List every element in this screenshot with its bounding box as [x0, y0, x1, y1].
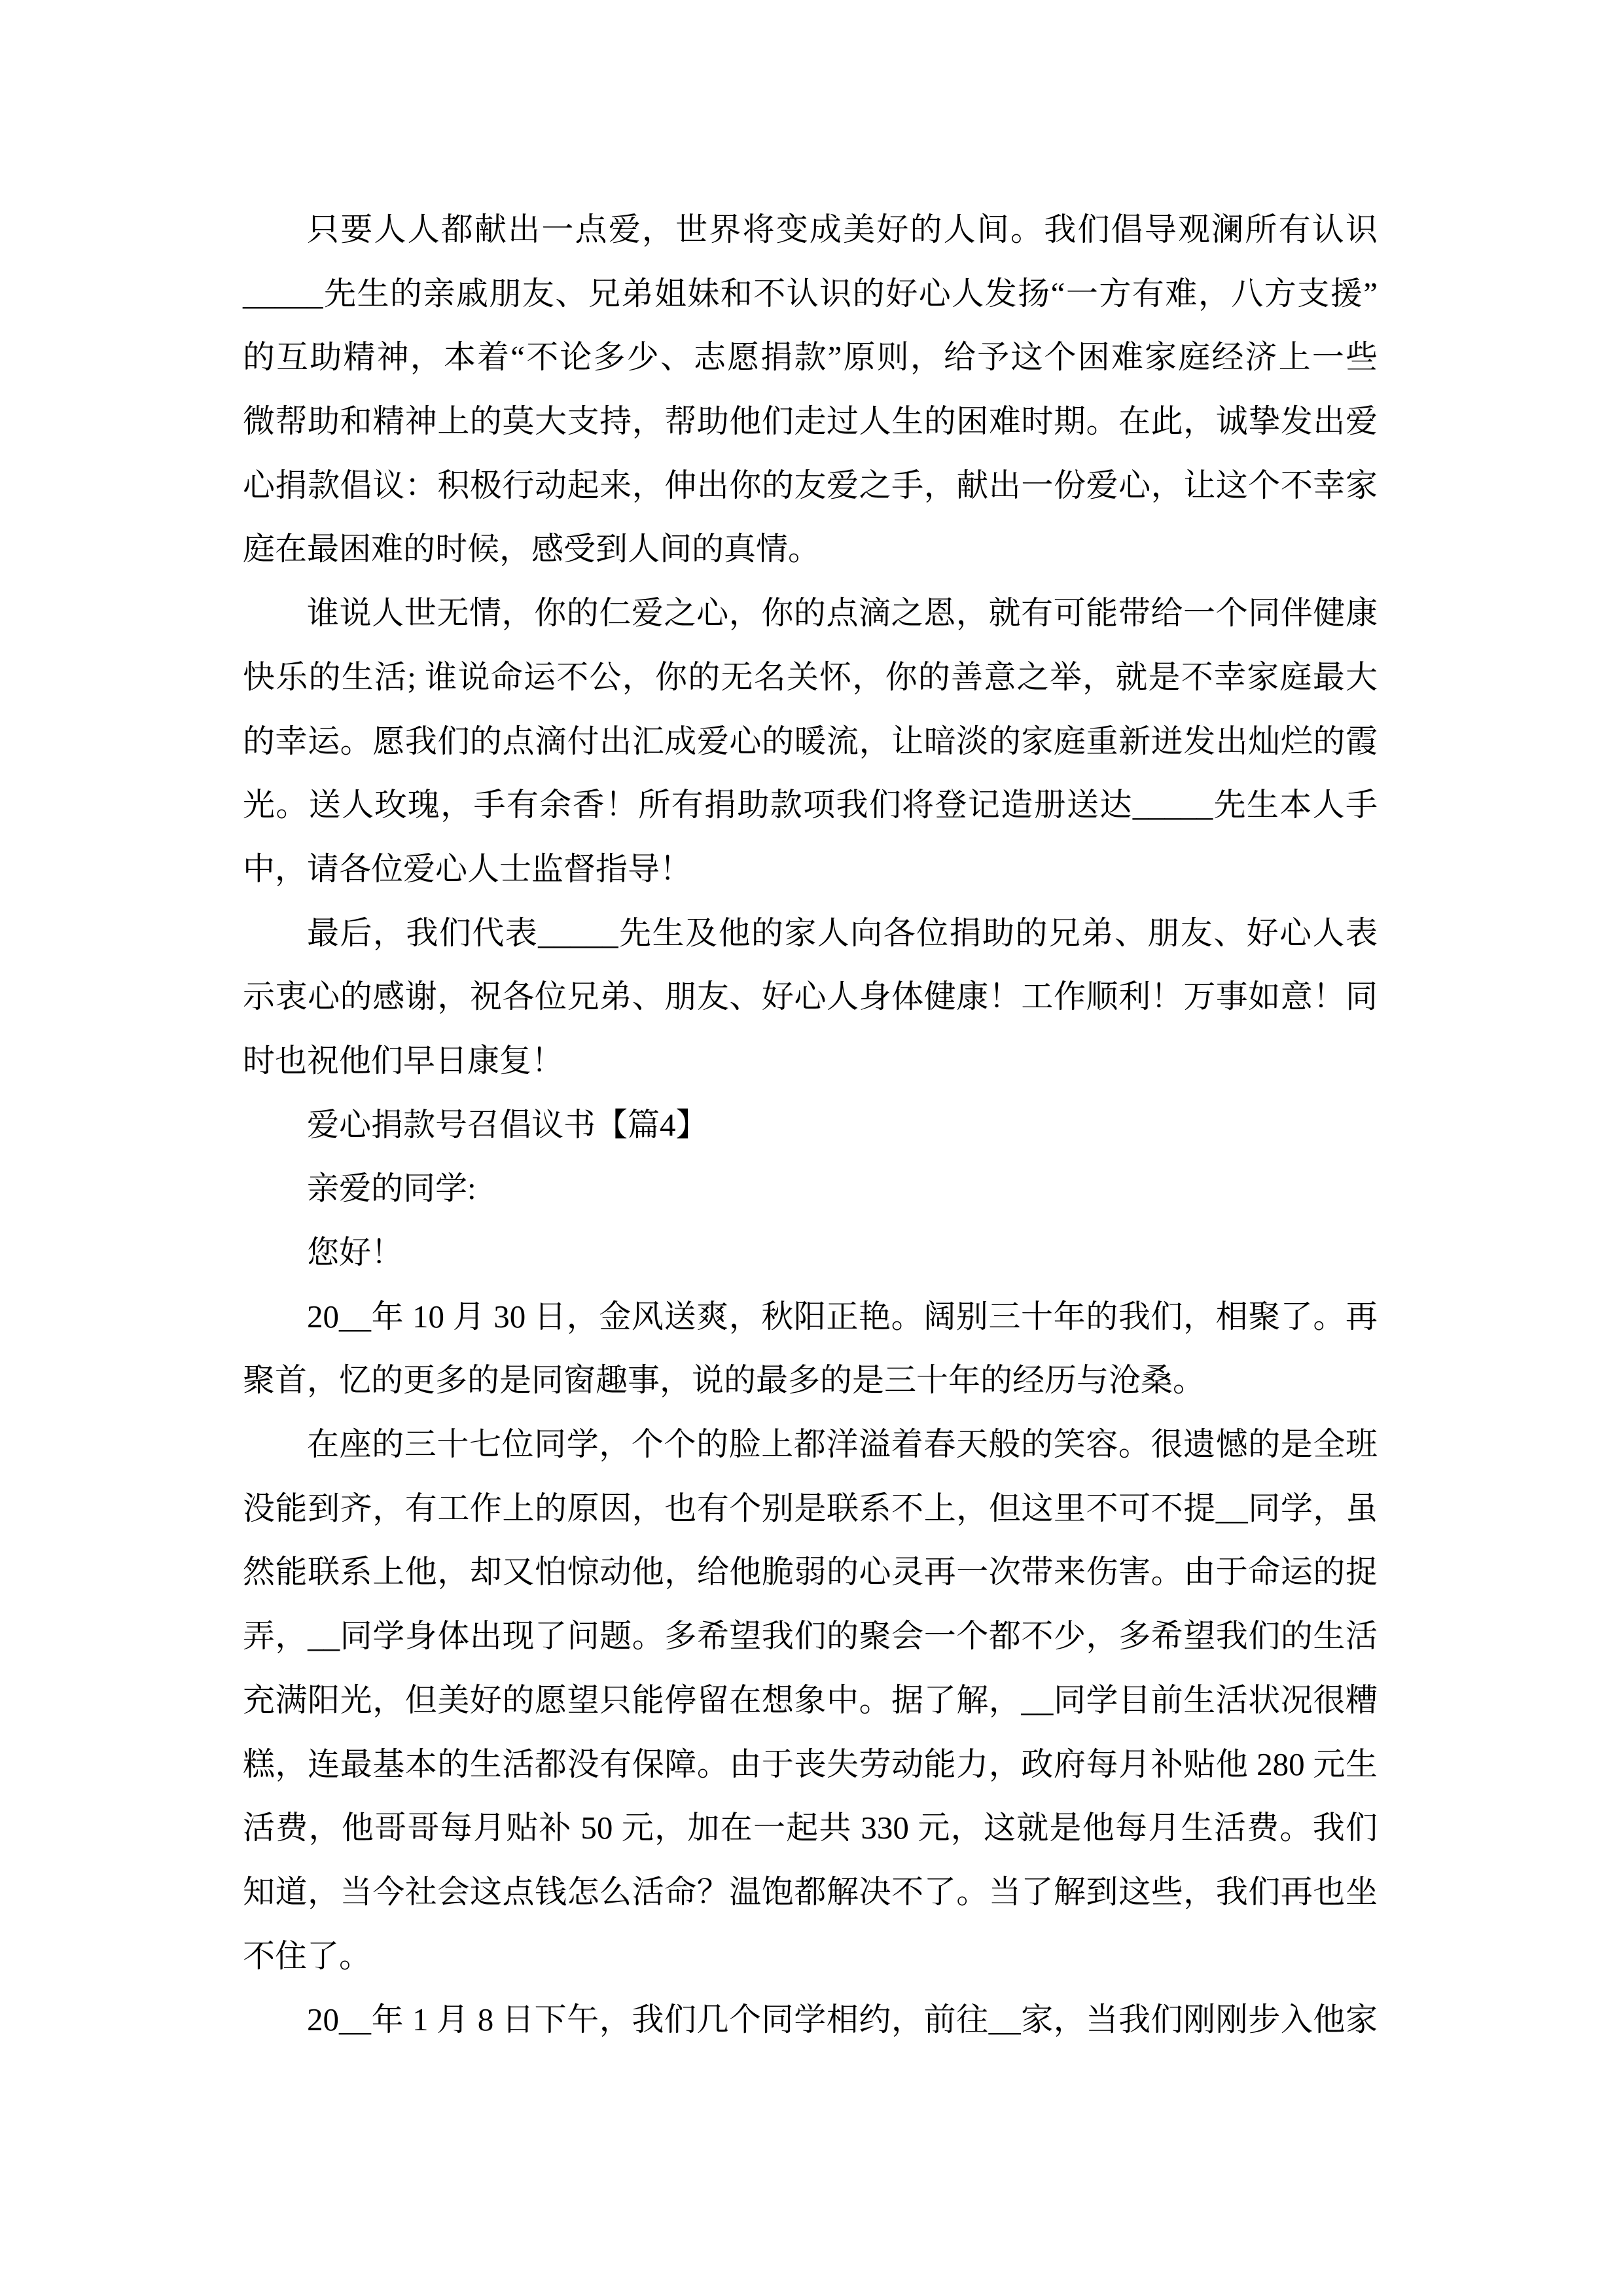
- text-line: 知道，当今社会这点钱怎么活命？温饱都解决不了。当了解到这些，我们再也坐: [243, 1873, 1378, 1910]
- document-page: [243, 198, 1378, 2052]
- text-line: 微帮助和精神上的莫大支持，帮助他们走过人生的困难时期。在此，诚挚发出爱: [243, 403, 1378, 440]
- text-line: 20__年 10 月 30 日，金风送爽，秋阳正艳。阔别三十年的我们，相聚了。再: [307, 1298, 1378, 1335]
- text-line: 示衷心的感谢，祝各位兄弟、朋友、好心人身体健康！工作顺利！万事如意！同: [243, 978, 1378, 1015]
- text-line: _____先生的亲戚朋友、兄弟姐妹和不认识的好心人发扬“一方有难，八方支援”: [243, 275, 1378, 312]
- text-line: 心捐款倡议：积极行动起来，伸出你的友爱之手，献出一份爱心，让这个不幸家: [243, 467, 1378, 503]
- text-line: 没能到齐，有工作上的原因，也有个别是联系不上，但这里不可不提__同学，虽: [243, 1490, 1378, 1526]
- text-line: 20__年 1 月 8 日下午，我们几个同学相约，前往__家，当我们刚刚步入他家: [307, 2001, 1378, 2038]
- paragraph: [243, 198, 1378, 581]
- text-line: 谁说人世无情，你的仁爱之心，你的点滴之恩，就有可能带给一个同伴健康: [307, 595, 1378, 632]
- paragraph: [243, 1412, 1378, 1988]
- paragraph: [243, 901, 1378, 1093]
- salutation-text: 亲爱的同学:: [307, 1170, 476, 1207]
- text-line: 糕，连最基本的生活都没有保障。由于丧失劳动能力，政府每月补贴他 280 元生: [243, 1746, 1378, 1782]
- text-line: 庭在最困难的时候，感受到人间的真情。: [243, 531, 821, 567]
- text-line: 只要人人都献出一点爱，世界将变成美好的人间。我们倡导观澜所有认识: [307, 211, 1378, 247]
- text-line: 不住了。: [243, 1937, 372, 1974]
- text-line: 聚首，忆的更多的是同窗趣事，说的最多的是三十年的经历与沧桑。: [243, 1362, 1205, 1399]
- text-line: 最后，我们代表_____先生及他的家人向各位捐助的兄弟、朋友、好心人表: [307, 914, 1378, 951]
- greeting: [243, 1221, 1378, 1285]
- paragraph: [243, 581, 1378, 901]
- paragraph: [243, 1988, 1378, 2052]
- text-line: 光。送人玫瑰，手有余香！所有捐助款项我们将登记造册送达_____先生本人手: [243, 787, 1378, 823]
- text-line: 快乐的生活; 谁说命运不公，你的无名关怀，你的善意之举，就是不幸家庭最大: [243, 658, 1378, 695]
- section-heading: [243, 1093, 1378, 1157]
- paragraph: [243, 1285, 1378, 1412]
- salutation: [243, 1157, 1378, 1221]
- text-line: 的幸运。愿我们的点滴付出汇成爱心的暖流，让暗淡的家庭重新迸发出灿烂的霞: [243, 723, 1378, 759]
- text-line: 活费，他哥哥每月贴补 50 元，加在一起共 330 元，这就是他每月生活费。我们: [243, 1810, 1378, 1846]
- text-line: 然能联系上他，却又怕惊动他，给他脆弱的心灵再一次带来伤害。由于命运的捉: [243, 1554, 1378, 1590]
- greeting-text: 您好！: [307, 1234, 404, 1270]
- text-line: 在座的三十七位同学，个个的脸上都洋溢着春天般的笑容。很遗憾的是全班: [307, 1426, 1378, 1463]
- text-line: 时也祝他们早日康复！: [243, 1042, 564, 1079]
- text-line: 中，请各位爱心人士监督指导！: [243, 850, 692, 887]
- text-line: 的互助精神，本着“不论多少、志愿捐款”原则，给予这个困难家庭经济上一些: [243, 339, 1378, 376]
- text-line: 充满阳光，但美好的愿望只能停留在想象中。据了解，__同学目前生活状况很糟: [243, 1681, 1378, 1718]
- section-heading-text: 爱心捐款号召倡议书【篇4】: [307, 1106, 708, 1143]
- text-line: 弄，__同学身体出现了问题。多希望我们的聚会一个都不少，多希望我们的生活: [243, 1618, 1378, 1655]
